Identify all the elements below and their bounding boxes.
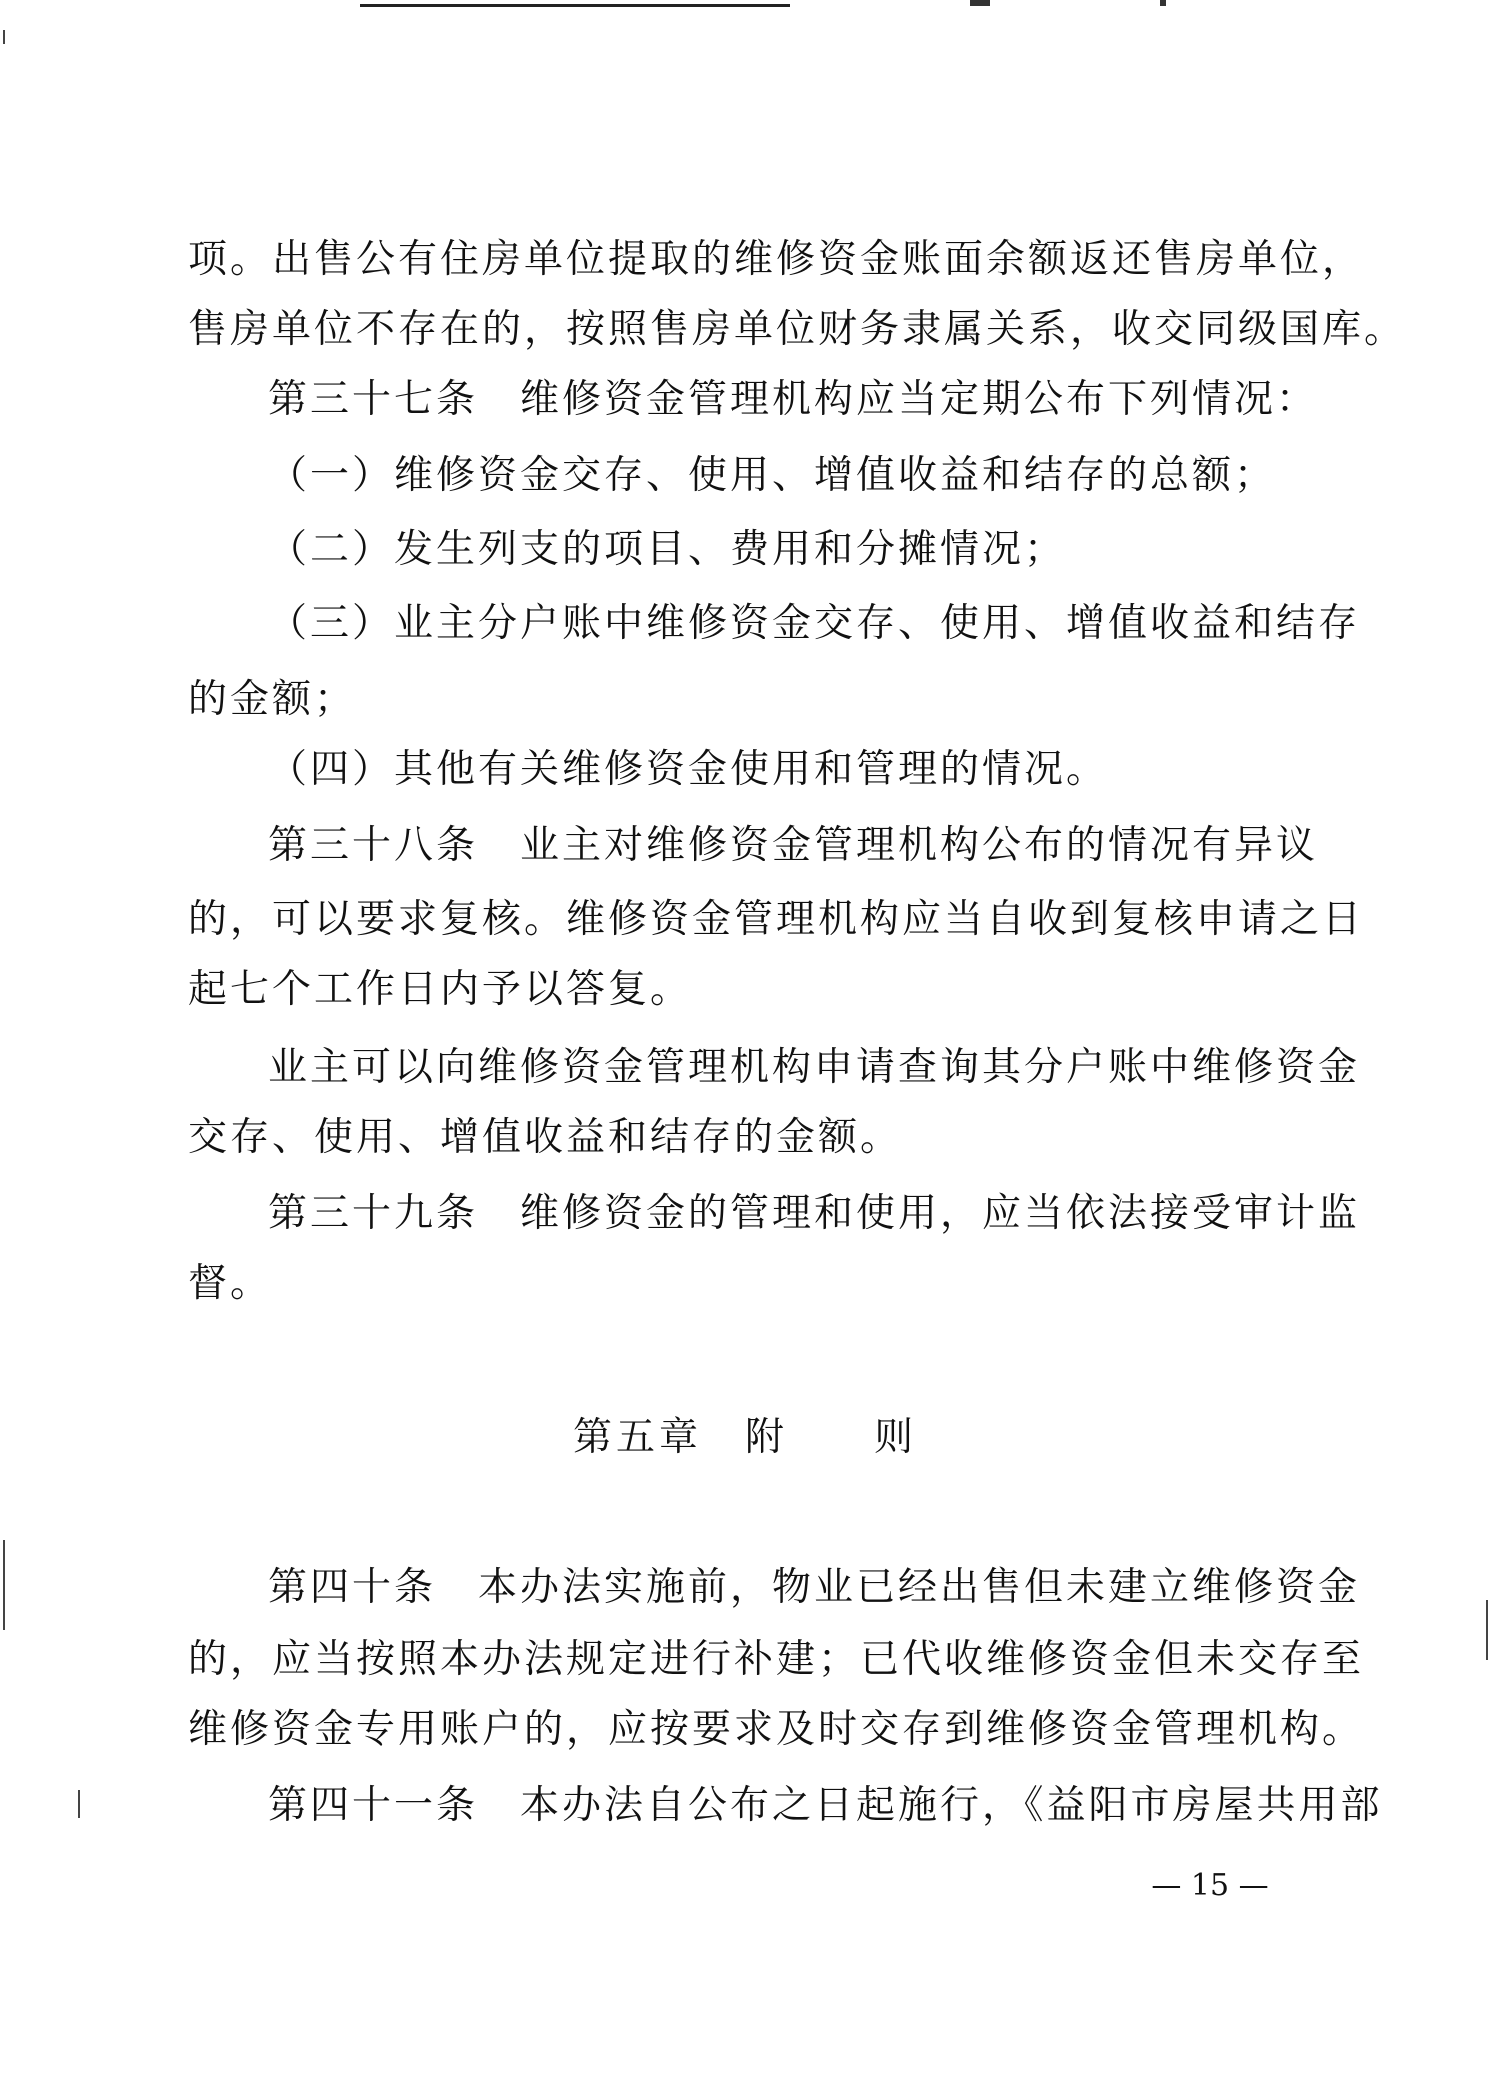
scan-artifact-mark: [970, 0, 990, 6]
body-text-line: 交存、使用、增值收益和结存的金额。: [188, 1115, 903, 1160]
list-item-1: （一）维修资金交存、使用、增值收益和结存的总额；: [268, 453, 1277, 498]
article-41: 第四十一条 本办法自公布之日起施行，《益阳市房屋共用部: [268, 1783, 1383, 1828]
body-text-line: 的金额；: [188, 677, 357, 722]
scan-artifact-mark: [1160, 0, 1166, 6]
scan-artifact-mark: [3, 1540, 5, 1630]
page-number: — 15 —: [1151, 1868, 1269, 1903]
list-item-3: （三）业主分户账中维修资金交存、使用、增值收益和结存: [268, 601, 1361, 646]
article-40: 第四十条 本办法实施前，物业已经出售但未建立维修资金: [268, 1565, 1361, 1610]
body-text-line: 项。出售公有住房单位提取的维修资金账面余额返还售房单位，: [188, 237, 1365, 282]
article-39: 第三十九条 维修资金的管理和使用，应当依法接受审计监: [268, 1191, 1361, 1236]
body-text-line: 的，可以要求复核。维修资金管理机构应当自收到复核申请之日: [188, 897, 1365, 942]
scan-artifact-mark: [1486, 1600, 1488, 1660]
body-text-line: 起七个工作日内予以答复。: [188, 967, 693, 1012]
article-38: 第三十八条 业主对维修资金管理机构公布的情况有异议: [268, 823, 1319, 868]
article-37: 第三十七条 维修资金管理机构应当定期公布下列情况：: [268, 377, 1319, 422]
list-item-4: （四）其他有关维修资金使用和管理的情况。: [268, 747, 1109, 792]
body-text-line: 的，应当按照本办法规定进行补建；已代收维修资金但未交存至: [188, 1637, 1365, 1682]
paragraph-start: 业主可以向维修资金管理机构申请查询其分户账中维修资金: [268, 1045, 1361, 1090]
body-text-line: 售房单位不存在的，按照售房单位财务隶属关系，收交同级国库。: [188, 307, 1407, 352]
scan-artifact-mark: [78, 1790, 80, 1818]
chapter-heading: 第五章 附 则: [572, 1415, 917, 1460]
scan-top-edge-line: [360, 4, 790, 7]
body-text-line: 督。: [188, 1261, 273, 1306]
body-text-line: 维修资金专用账户的，应按要求及时交存到维修资金管理机构。: [188, 1707, 1365, 1752]
scan-artifact-mark: [3, 30, 5, 44]
list-item-2: （二）发生列支的项目、费用和分摊情况；: [268, 527, 1067, 572]
